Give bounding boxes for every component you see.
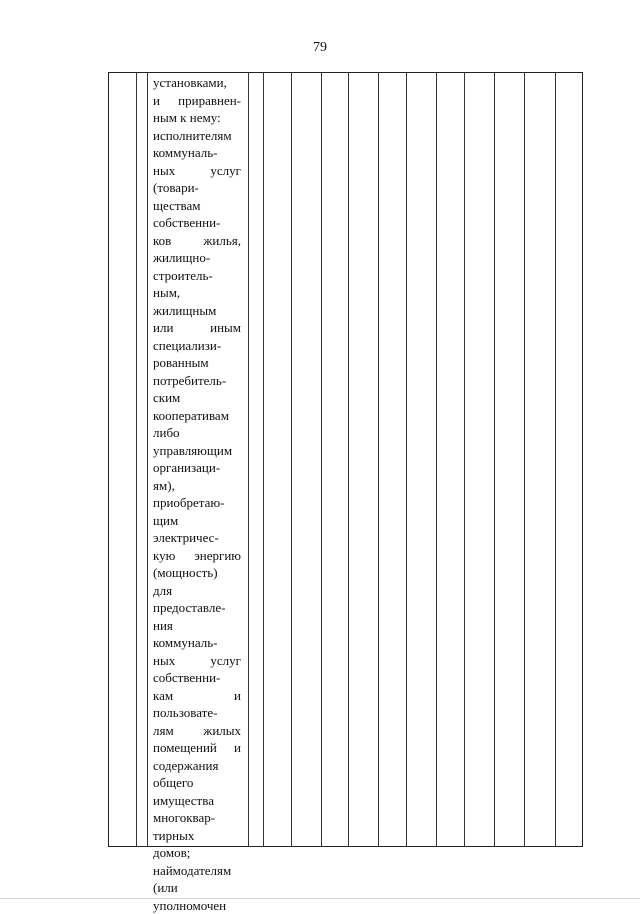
cell-text-line: (или	[153, 879, 241, 897]
cell-text-line: предоставле-	[153, 599, 241, 617]
cell-text-line: рованным	[153, 354, 241, 372]
column-divider	[263, 72, 264, 847]
cell-text-line: организаци-	[153, 459, 241, 477]
cell-text-line: пользовате-	[153, 704, 241, 722]
column-divider	[524, 72, 525, 847]
column-divider	[248, 72, 249, 847]
cell-text-line: уполномочен	[153, 897, 241, 914]
cell-text-line: ным к нему:	[153, 109, 241, 127]
cell-text-line: многоквар-	[153, 809, 241, 827]
cell-text-line: ществам	[153, 197, 241, 215]
cell-text-line: жилищным	[153, 302, 241, 320]
cell-text-line: щим	[153, 512, 241, 530]
cell-text-line: ским	[153, 389, 241, 407]
cell-text-line: содержания	[153, 757, 241, 775]
cell-text-line: для	[153, 582, 241, 600]
cell-text-line: приобретаю-	[153, 494, 241, 512]
cell-text-line: собственни-	[153, 669, 241, 687]
page-number: 79	[0, 40, 640, 56]
cell-text-line: исполнителям	[153, 127, 241, 145]
cell-text-line: (мощность)	[153, 564, 241, 582]
column-divider	[321, 72, 322, 847]
cell-text-line: наймодателям	[153, 862, 241, 880]
cell-text-line: ков жилья,	[153, 232, 241, 250]
cell-text-line: собственни-	[153, 214, 241, 232]
cell-text-line: жилищно-	[153, 249, 241, 267]
cell-text-line: потребитель-	[153, 372, 241, 390]
column-divider	[147, 72, 148, 847]
cell-text-line: общего	[153, 774, 241, 792]
cell-text-line: ным,	[153, 284, 241, 302]
cell-text-line: лям жилых	[153, 722, 241, 740]
column-divider	[348, 72, 349, 847]
column-divider	[555, 72, 556, 847]
cell-text-line: тирных	[153, 827, 241, 845]
cell-text-line: специализи-	[153, 337, 241, 355]
cell-text-line: домов;	[153, 844, 241, 862]
column-divider	[464, 72, 465, 847]
column-divider	[136, 72, 137, 847]
cell-text-line: кам и	[153, 687, 241, 705]
scan-edge-line	[0, 898, 640, 899]
cell-text-line: ям),	[153, 477, 241, 495]
cell-text-line: коммуналь-	[153, 144, 241, 162]
cell-text-line: кую энергию	[153, 547, 241, 565]
cell-text-line: установками,	[153, 74, 241, 92]
cell-text-line: ных услуг	[153, 162, 241, 180]
cell-text-line: коммуналь-	[153, 634, 241, 652]
cell-text-line: имущества	[153, 792, 241, 810]
cell-text-line: или иным	[153, 319, 241, 337]
cell-text-line: ния	[153, 617, 241, 635]
column-divider	[378, 72, 379, 847]
cell-text-line: ных услуг	[153, 652, 241, 670]
table-cell-description	[153, 74, 241, 844]
column-divider	[494, 72, 495, 847]
cell-text-line: электричес-	[153, 529, 241, 547]
column-divider	[436, 72, 437, 847]
cell-text-line: строитель-	[153, 267, 241, 285]
cell-text-line: (товари-	[153, 179, 241, 197]
cell-text-line: управляющим	[153, 442, 241, 460]
cell-text-line: и приравнен-	[153, 92, 241, 110]
column-divider	[406, 72, 407, 847]
cell-text-line: либо	[153, 424, 241, 442]
column-divider	[291, 72, 292, 847]
cell-text-line: кооперативам	[153, 407, 241, 425]
cell-text-line: помещений и	[153, 739, 241, 757]
